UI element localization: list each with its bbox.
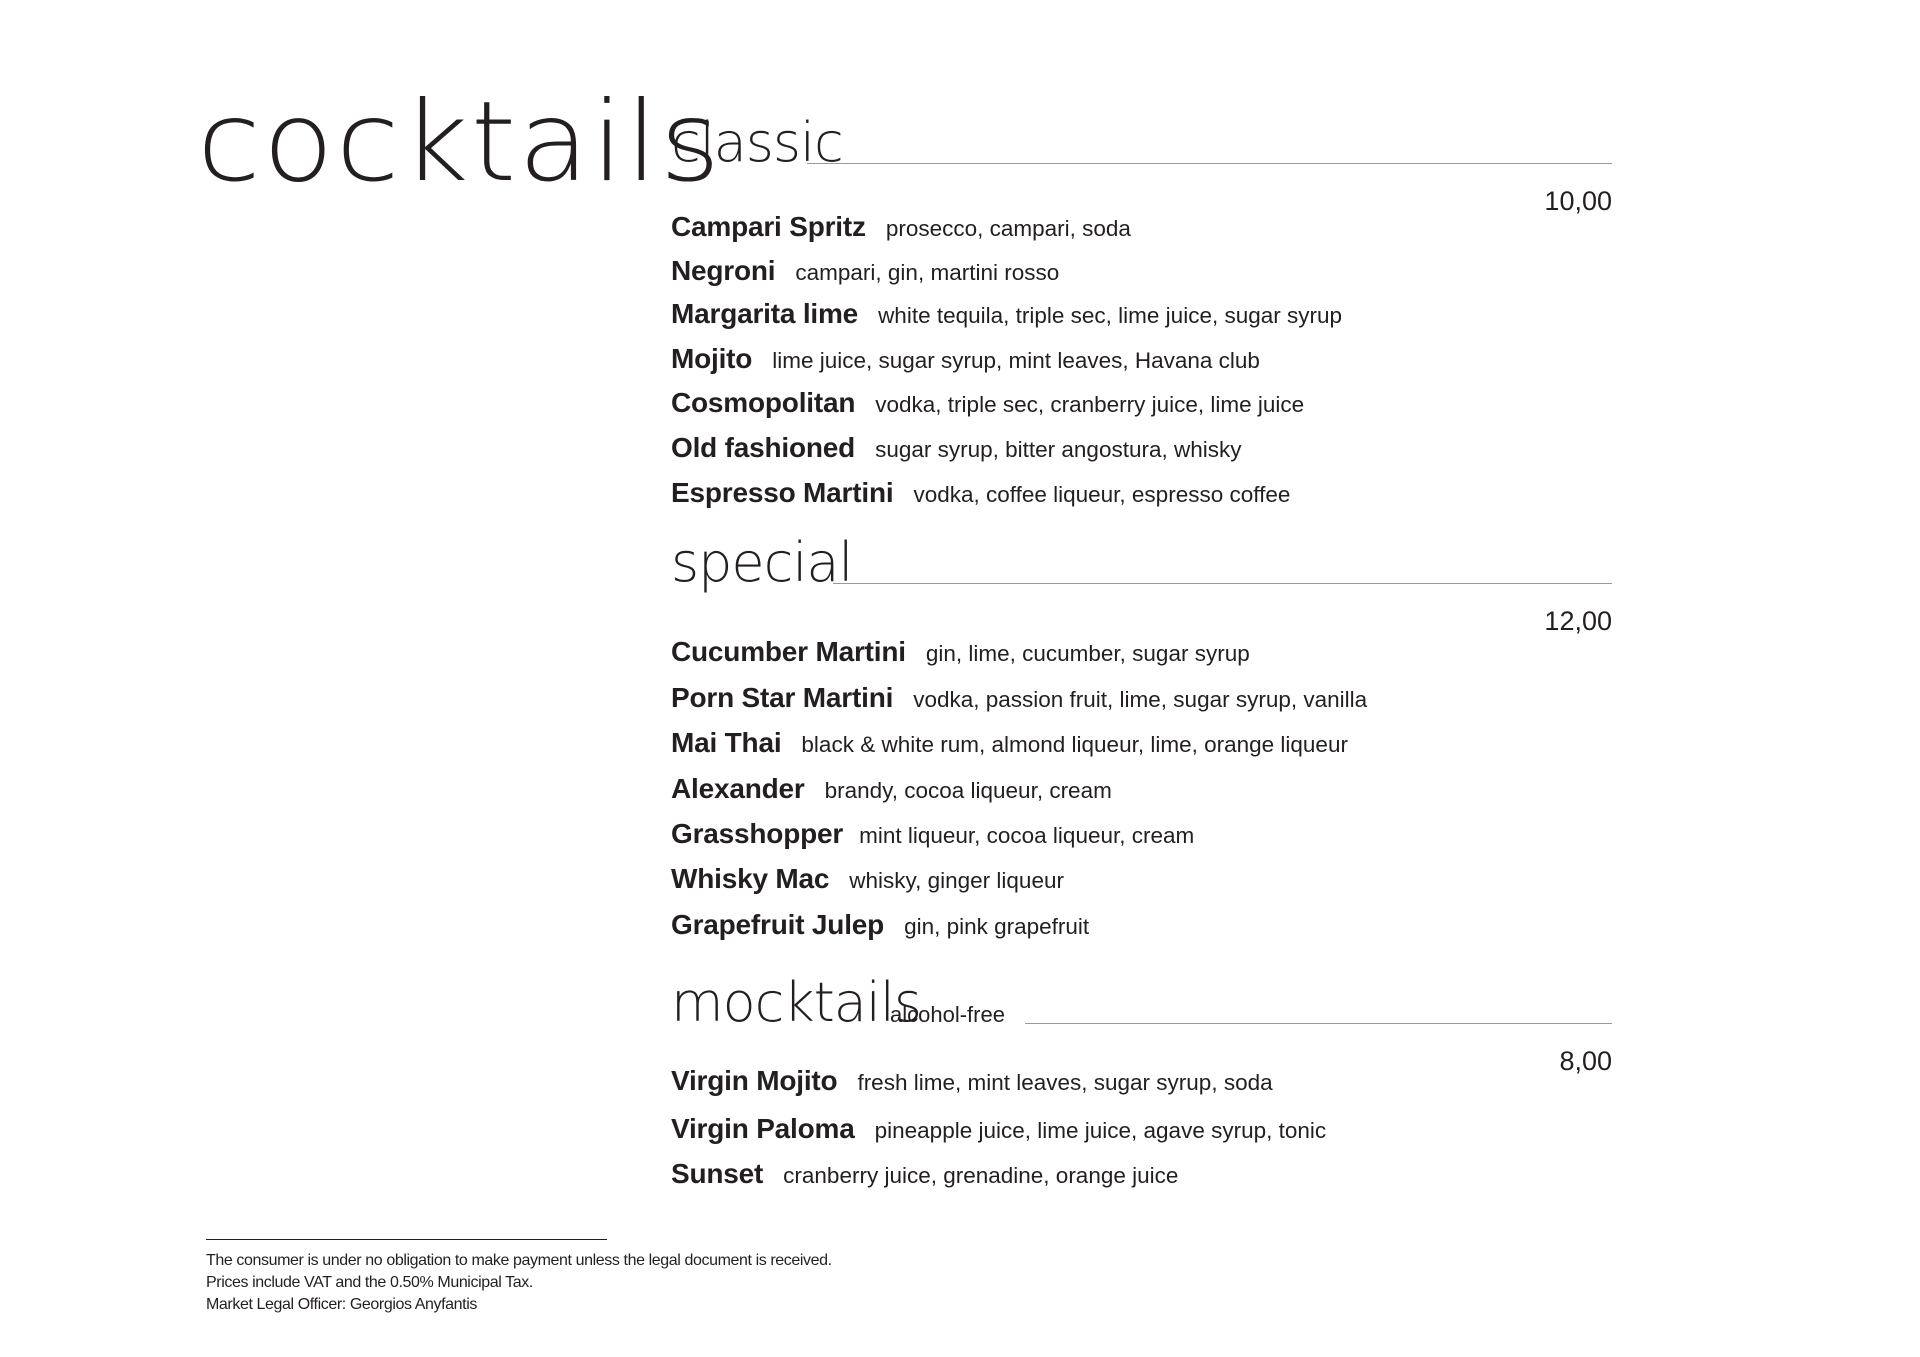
special-rule [833,583,1612,584]
menu-item [671,255,1059,287]
mocktails-header [671,970,1612,1034]
menu-item [671,682,1367,714]
mocktails-subtitle: alcohol-free [890,1002,1005,1027]
page-title: cocktails [197,78,723,207]
mocktails-section [671,970,1612,1189]
classic-header [671,110,1612,174]
footer-rule [206,1239,607,1240]
special-section [671,530,1612,940]
menu-item [671,1113,1326,1145]
item-name: Virgin Mojito [671,1065,838,1096]
item-name: Campari Spritz [671,211,866,242]
special-price: 12,00 [1544,606,1612,636]
item-ingredients: vodka, passion fruit, lime, sugar syrup, vanilla [913,687,1368,712]
item-ingredients: prosecco, campari, soda [885,216,1131,241]
item-ingredients: whisky, ginger liqueur [849,868,1064,893]
classic-title: classic [671,111,843,174]
mocktails-rule [1025,1023,1612,1024]
menu-item [671,1065,1273,1097]
item-ingredients: black & white rum, almond liqueur, lime, orange liqueur [801,732,1348,757]
menu-item [671,387,1304,419]
classic-section [671,110,1612,508]
item-name: Mai Thai [671,727,782,758]
item-name: Old fashioned [671,432,856,463]
classic-rule [807,163,1612,164]
legal-footer [206,1250,832,1316]
menu-item [671,863,1064,895]
special-title: special [671,531,853,594]
item-ingredients: mint liqueur, cocoa liqueur, cream [859,823,1195,848]
item-name: Margarita lime [671,298,859,329]
item-name: Negroni [671,255,776,286]
item-ingredients: brandy, cocoa liqueur, cream [824,778,1112,803]
item-ingredients: white tequila, triple sec, lime juice, sugar syrup [878,303,1343,328]
item-name: Cosmopolitan [671,387,856,418]
item-name: Virgin Paloma [671,1113,855,1144]
item-name: Porn Star Martini [671,682,894,713]
item-ingredients: pineapple juice, lime juice, agave syrup, tonic [874,1118,1327,1143]
item-ingredients: campari, gin, martini rosso [795,260,1060,285]
menu-item [671,636,1250,668]
item-name: Espresso Martini [671,477,894,508]
item-ingredients: vodka, triple sec, cranberry juice, lime juice [875,392,1305,417]
item-ingredients: vodka, coffee liqueur, espresso coffee [913,482,1291,507]
item-name: Whisky Mac [671,863,830,894]
item-name: Mojito [671,343,753,374]
item-ingredients: cranberry juice, grenadine, orange juice [783,1163,1179,1188]
item-name: Sunset [671,1158,764,1189]
item-ingredients: gin, lime, cucumber, sugar syrup [925,641,1250,666]
menu-item [671,1158,1178,1190]
menu-item [671,909,1089,941]
item-name: Cucumber Martini [671,636,906,667]
item-ingredients: fresh lime, mint leaves, sugar syrup, soda [857,1070,1273,1095]
menu-item [671,432,1242,464]
menu-item [671,727,1348,759]
item-name: Alexander [671,773,805,804]
menu-item [671,773,1112,805]
menu-item [671,818,1194,850]
item-ingredients: sugar syrup, bitter angostura, whisky [875,437,1242,462]
menu-item [671,298,1342,330]
item-ingredients: lime juice, sugar syrup, mint leaves, Havana club [772,348,1260,373]
item-name: Grasshopper [671,818,844,849]
item-ingredients: gin, pink grapefruit [904,914,1090,939]
menu-item [671,211,1131,243]
special-header [671,530,1612,594]
menu-item [671,477,1290,509]
item-name: Grapefruit Julep [671,909,885,940]
footer-line: Market Legal Officer: Georgios Anyfantis [206,1296,477,1313]
footer-line: Prices include VAT and the 0.50% Municipal Tax. [206,1274,533,1291]
mocktails-title: mocktails [671,971,922,1034]
classic-price: 10,00 [1544,186,1612,216]
mocktails-price: 8,00 [1559,1046,1612,1076]
footer-line: The consumer is under no obligation to make payment unless the legal document is received. [206,1252,832,1269]
menu-item [671,343,1260,375]
